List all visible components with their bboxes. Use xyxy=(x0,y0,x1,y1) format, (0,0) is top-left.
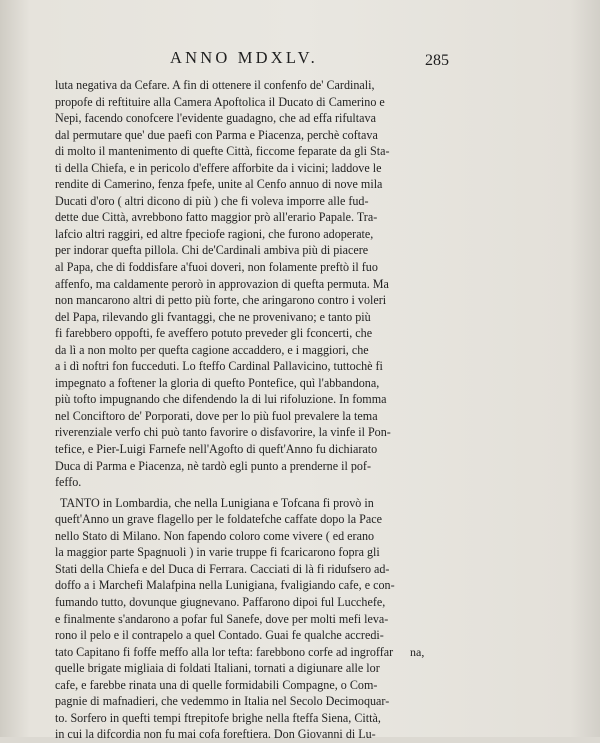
text-line: la maggior parte Spagnuoli ) in varie truppe fi fcaricarono fopra gli xyxy=(55,545,380,560)
text-line: rono il pelo e il contrapelo a quel Contado. Guai fe qualche accredi- xyxy=(55,628,384,643)
paragraph-1 xyxy=(55,77,455,491)
text-line: al Papa, che di foddisfare a'fuoi doveri, non folamente preftò il fuo xyxy=(55,260,378,275)
text-line: lafcio altri raggiri, ed altre fpeciofe ragioni, che furono adoperate, xyxy=(55,226,374,241)
text-line: doffo a i Marchefi Malafpina nella Lunigiana, fvaligiando cafe, e con- xyxy=(55,578,395,593)
text-line: Stati della Chiefa e del Duca di Ferrara. Cacciati di là fi ridufsero ad- xyxy=(55,561,390,576)
text-line: a i dì noftri fon fucceduti. Lo fteffo Cardinal Pallavicino, tuttochè fi xyxy=(55,359,383,374)
paragraph-2 xyxy=(55,495,455,743)
text-line: più tofto impugnando che difendendo la di lui rifoluzione. In fomma xyxy=(55,392,387,407)
text-line: cafe, e farebbe rinata una di quelle formidabili Compagne, o Com- xyxy=(55,677,378,692)
text-line: impegnato a foftener la gloria di quefto Pontefice, quì l'abbandona, xyxy=(55,375,380,390)
text-line: ti della Chiefa, e in pericolo d'effere afforbite da i vicini; laddove le xyxy=(55,160,382,175)
text-line: propofe di reftituire alla Camera Apoftolica il Ducato di Camerino e xyxy=(55,94,385,109)
running-title: ANNO MDXLV. xyxy=(170,48,318,67)
text-line: quelle brigate migliaia di foldati Italiani, tornati a digiunare alle lor xyxy=(55,661,380,676)
text-line: del Papa, rilevando gli fvantaggi, che ne provenivano; e tanto più xyxy=(55,309,371,324)
text-line: rendite di Camerino, fenza fpefe, unite al Cenfo annuo di nove mila xyxy=(55,177,383,192)
text-line: Ducati d'oro ( altri dicono di più ) che fi voleva imporre alle fud- xyxy=(55,193,369,208)
text-line: fumando tutto, dovunque giugnevano. Paffarono dipoi ful Lucchefe, xyxy=(55,594,386,609)
text-line: per indorar quefta pillola. Chi de'Cardinali ambiva più di piacere xyxy=(55,243,369,258)
text-line: dal permutare que' due paefi con Parma e Piacenza, perchè coftava xyxy=(55,127,378,142)
text-line: TANTO in Lombardia, che nella Lunigiana e Tofcana fi provò in xyxy=(60,495,374,510)
page-body xyxy=(55,77,455,743)
text-line: e finalmente s'andarono a pofar ful Sanefe, dove per molti mefi leva- xyxy=(55,611,389,626)
text-line: tefice, e Pier-Luigi Farnefe nell'Agofto di queft'Anno fu dichiarato xyxy=(55,442,378,457)
text-line: luta negativa da Cefare. A fin di ottenere il confenfo de' Cardinali, xyxy=(55,78,375,92)
text-line: non mancarono altri di petto più forte, che aringarono contro i voleri xyxy=(55,293,387,308)
text-line: Duca di Parma e Piacenza, nè tardò egli punto a prenderne il pof- xyxy=(55,458,371,473)
text-line: queft'Anno un grave flagello per le foldatefche caffate dopo la Pace xyxy=(55,512,382,527)
text-line: to. Sorfero in quefti tempi ftrepitofe brighe nella fteffa Siena, Città, xyxy=(55,710,381,725)
text-line: dette due Città, avrebbono fatto maggior prò all'erario Papale. Tra- xyxy=(55,210,378,225)
text-line: pagnie di mafnadieri, che vedemmo in Italia nel Secolo Decimoquar- xyxy=(55,694,390,709)
text-line: di molto il mantenimento di quefte Città, ficcome feparate da gli Sta- xyxy=(55,144,390,159)
text-line: riverenziale verfo chi può tanto favorire o disfavorire, la vinfe il Pon- xyxy=(55,425,391,440)
text-line: nello Stato di Milano. Non fapendo coloro come vivere ( ed erano xyxy=(55,528,375,543)
text-line: in cui la difcordia non fu mai cofa foreftiera. Don Giovanni di Lu- xyxy=(55,727,376,742)
text-line: tato Capitano fi foffe meffo alla lor tefta: farebbono corfe ad ingroffar xyxy=(55,644,394,659)
page-number: 285 xyxy=(425,52,449,69)
text-line: affenfo, ma caldamente perorò in approvazion di quefta permuta. Ma xyxy=(55,276,389,291)
text-line: da lì a non molto per quefta cagione accaddero, e i maggiori, che xyxy=(55,342,369,357)
text-line: fi farebbero oppofti, fe aveffero potuto preveder gli fconcerti, che xyxy=(55,326,373,341)
text-line: Nepi, facendo conofcere l'evidente guadagno, che ad effa rifultava xyxy=(55,111,376,126)
text-line: nel Conciftoro de' Porporati, dove per lo più fuol prevalere la tema xyxy=(55,408,378,423)
catchword: na, xyxy=(410,645,425,659)
text-line: feffo. xyxy=(55,475,82,490)
